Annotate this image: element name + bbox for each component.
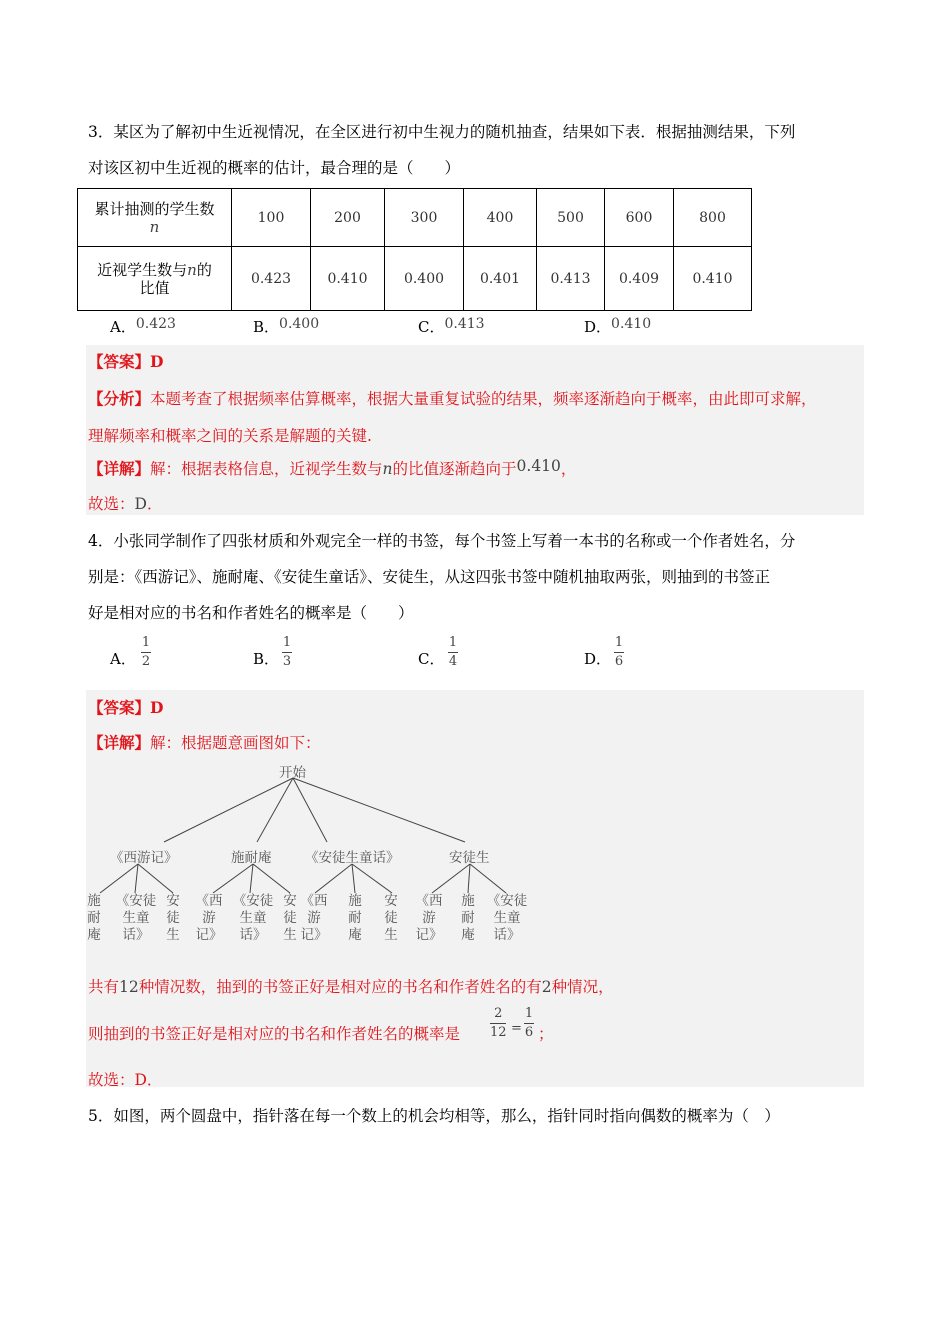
- q4-option-d: D．: [584, 650, 612, 668]
- tree-node-level1: 《西游记》: [110, 850, 178, 866]
- q4-detail: 【详解】解：根据题意画图如下：: [88, 733, 321, 752]
- tree-node-level1: 《安徒生童话》: [305, 850, 400, 866]
- q4-prob-fraction-1: 2 12: [490, 1006, 507, 1040]
- q4-option-c-fraction: 1 4: [448, 635, 458, 669]
- tree-leaf: 《西游记》: [300, 893, 328, 943]
- table-cell: 0.410: [674, 247, 752, 311]
- tree-leaf: 《安徒生童话》: [486, 893, 528, 943]
- q3-analysis-line2: 理解频率和概率之间的关系是解题的关键.: [88, 427, 372, 445]
- q3-detail: 【详解】解：根据表格信息，近视学生数与n的比值逐渐趋向于0.410，: [88, 457, 577, 478]
- table-cell: 500: [537, 189, 605, 247]
- q3-option-c: C．0.413: [418, 316, 485, 336]
- tree-node-level1: 安徒生: [449, 850, 490, 866]
- q3-analysis-line1: 【分析】本题考查了根据频率估算概率，根据大量重复试验的结果，频率逐渐趋向于概率，由此即可求解，: [88, 389, 817, 408]
- q4-option-b-fraction: 1 3: [282, 635, 292, 669]
- row2-label-part: 的: [196, 260, 212, 279]
- tree-root: 开始: [279, 765, 306, 781]
- table-cell: 0.400: [385, 247, 464, 311]
- tree-leaf: 施耐庵: [87, 893, 101, 943]
- tree-leaf: 安徒生: [384, 893, 398, 943]
- q4-stem-line3: 好是相对应的书名和作者姓名的概率是（ ）: [88, 604, 414, 622]
- table-cell: 400: [464, 189, 537, 247]
- table-cell: 0.423: [232, 247, 311, 311]
- row2-label-part: 比值: [139, 278, 170, 297]
- tree-leaf: 安徒生: [283, 893, 297, 943]
- q4-conclusion: 故选：D．: [88, 1071, 163, 1089]
- row2-label-part: 近视学生数与: [97, 260, 188, 279]
- q3-option-a: A．0.423: [110, 316, 176, 336]
- tree-leaf: 《西游记》: [195, 893, 223, 943]
- table-cell: 100: [232, 189, 311, 247]
- tree-leaf: 施耐庵: [461, 893, 475, 943]
- q4-option-d-fraction: 1 6: [614, 635, 624, 669]
- q3-stem-line1: 3．某区为了解初中生近视情况，在全区进行初中生视力的随机抽查，结果如下表．根据抽测结果，下列: [88, 123, 796, 141]
- q4-option-a-fraction: 1 2: [141, 635, 151, 669]
- q3-conclusion: 故选：D．: [88, 495, 163, 513]
- table-cell: 0.410: [311, 247, 385, 311]
- tree-leaf: 安徒生: [166, 893, 180, 943]
- q4-option-c: C．: [418, 650, 445, 668]
- q3-stem-line2: 对该区初中生近视的概率的估计，最合理的是（ ）: [88, 159, 461, 177]
- q4-option-a: A．: [110, 650, 136, 668]
- q4-prob-end: ；: [538, 1025, 554, 1043]
- n-variable: n: [149, 217, 160, 236]
- q4-prob-fraction-2: 1 6: [524, 1006, 534, 1040]
- table-cell: 0.409: [605, 247, 674, 311]
- table-cell: 800: [674, 189, 752, 247]
- row1-label: 累计抽测的学生数: [94, 199, 215, 218]
- table-cell: 0.413: [537, 247, 605, 311]
- q5-stem-line1: 5．如图，两个圆盘中，指针落在每一个数上的机会均相等，那么，指针同时指向偶数的概率为（ ）: [88, 1107, 780, 1125]
- q3-answer: 【答案】D: [88, 352, 164, 371]
- table-cell: 200: [311, 189, 385, 247]
- tree-leaf: 《安徒生童话》: [232, 893, 274, 943]
- q4-probability-text: 则抽到的书签正好是相对应的书名和作者姓名的概率是: [88, 1025, 461, 1043]
- q4-stem-line2: 别是：《西游记》、施耐庵、《安徒生童话》、安徒生，从这四张书签中随机抽取两张，则抽到的书签正: [88, 568, 771, 586]
- table-cell: 600: [605, 189, 674, 247]
- tree-node-level1: 施耐庵: [231, 850, 272, 866]
- q3-option-b: B．0.400: [253, 316, 320, 336]
- n-variable: n: [187, 260, 197, 279]
- q4-answer: 【答案】D: [88, 698, 164, 717]
- q4-stem-line1: 4．小张同学制作了四张材质和外观完全一样的书签，每个书签上写着一本书的名称或一个作者姓名，分: [88, 532, 796, 550]
- tree-leaf: 施耐庵: [348, 893, 362, 943]
- table-cell: 300: [385, 189, 464, 247]
- tree-leaf: 《安徒生童话》: [115, 893, 157, 943]
- q4-prob-equals: =: [511, 1021, 522, 1036]
- q3-option-d: D．0.410: [584, 316, 652, 336]
- table-cell: 0.401: [464, 247, 537, 311]
- q4-option-b: B．: [253, 650, 280, 668]
- q4-summary: 共有12种情况数，抽到的书签正好是相对应的书名和作者姓名的有2种情况，: [88, 978, 614, 996]
- tree-leaf: 《西游记》: [415, 893, 443, 943]
